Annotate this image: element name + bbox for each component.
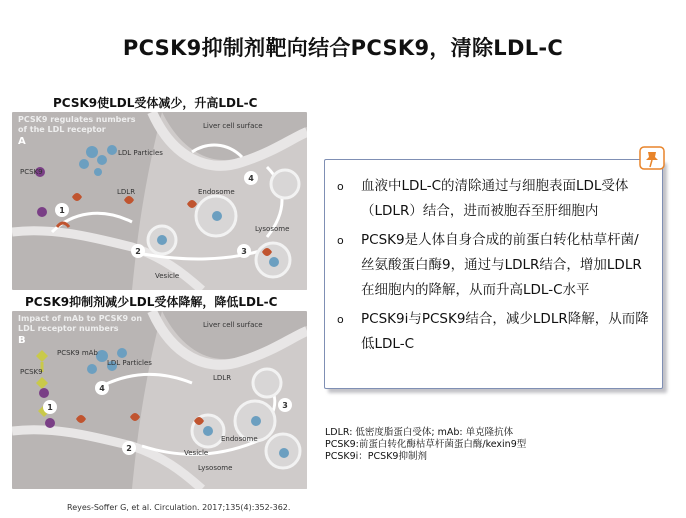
panel-b-diagram — [12, 311, 307, 489]
label-pcsk9: PCSK9 — [20, 168, 43, 176]
svg-text:4: 4 — [248, 174, 254, 183]
label-pcsk9-mab: PCSK9 mAb — [57, 349, 98, 357]
svg-text:1: 1 — [59, 206, 65, 215]
bullet-icon: o — [337, 313, 344, 326]
panel-b-caption: PCSK9抑制剂减少LDL受体降解，降低LDL-C — [25, 295, 278, 309]
panel-a-letter: A — [18, 136, 26, 147]
summary-callout — [324, 159, 663, 389]
label-pcsk9: PCSK9 — [20, 368, 43, 376]
label-liver-surface: Liver cell surface — [203, 321, 263, 329]
panel-a-diagram — [12, 112, 307, 290]
svg-text:3: 3 — [282, 401, 288, 410]
abbreviation-legend — [325, 427, 526, 463]
label-ldlr: LDLR — [117, 188, 136, 196]
label-liver-surface: Liver cell surface — [203, 122, 263, 130]
label-endosome: Endosome — [221, 435, 258, 443]
svg-text:2: 2 — [126, 444, 132, 453]
summary-item: o PCSK9i与PCSK9结合，减少LDLR降解，从而降低LDL-C — [335, 307, 652, 357]
label-ldlr: LDLR — [213, 374, 232, 382]
legend-line: PCSK9:前蛋白转化酶枯草杆菌蛋白酶/kexin9型 — [325, 439, 527, 450]
panel-a-heading: PCSK9 regulates numbers of the LDL receptor — [18, 115, 136, 134]
pushpin-icon — [639, 146, 665, 170]
svg-text:4: 4 — [99, 384, 105, 393]
legend-line: LDLR: 低密度脂蛋白受体; mAb: 单克隆抗体 — [325, 427, 514, 438]
summary-item: o PCSK9是人体自身合成的前蛋白转化枯草杆菌/丝氨酸蛋白酶9，通过与LDLR结合，增加LDLR在细胞内的降解，从而升高LDL-C水平 — [335, 228, 652, 303]
panel-a-caption: PCSK9使LDL受体减少，升高LDL-C — [53, 96, 258, 110]
label-lysosome: Lysosome — [198, 464, 233, 472]
label-ldl-particles: LDL Particles — [107, 359, 152, 367]
label-lysosome: Lysosome — [255, 225, 290, 233]
legend-line: PCSK9i：PCSK9抑制剂 — [325, 451, 427, 462]
label-ldl-particles: LDL Particles — [118, 149, 163, 157]
label-vesicle: Vesicle — [155, 272, 180, 280]
panel-b-illustration — [12, 311, 307, 489]
bullet-icon: o — [337, 234, 344, 247]
slide-title: PCSK9抑制剂靶向结合PCSK9，清除LDL-C — [122, 36, 564, 60]
summary-item: o 血液中LDL-C的清除通过与细胞表面LDL受体（LDLR）结合，进而被胞吞至肝细胞内 — [335, 174, 652, 224]
citation: Reyes-Soffer G, et al. Circulation. 2017;135(4):352-362. — [67, 503, 291, 512]
svg-text:3: 3 — [241, 247, 247, 256]
svg-text:1: 1 — [47, 403, 53, 412]
label-endosome: Endosome — [198, 188, 235, 196]
panel-a-illustration — [12, 112, 307, 290]
label-vesicle: Vesicle — [184, 449, 209, 457]
panel-b-heading: Impact of mAb to PCSK9 on LDL receptor numbers — [18, 314, 143, 333]
summary-list — [325, 160, 662, 357]
panel-b-letter: B — [18, 335, 26, 346]
bullet-icon: o — [337, 180, 344, 193]
svg-text:2: 2 — [135, 247, 141, 256]
